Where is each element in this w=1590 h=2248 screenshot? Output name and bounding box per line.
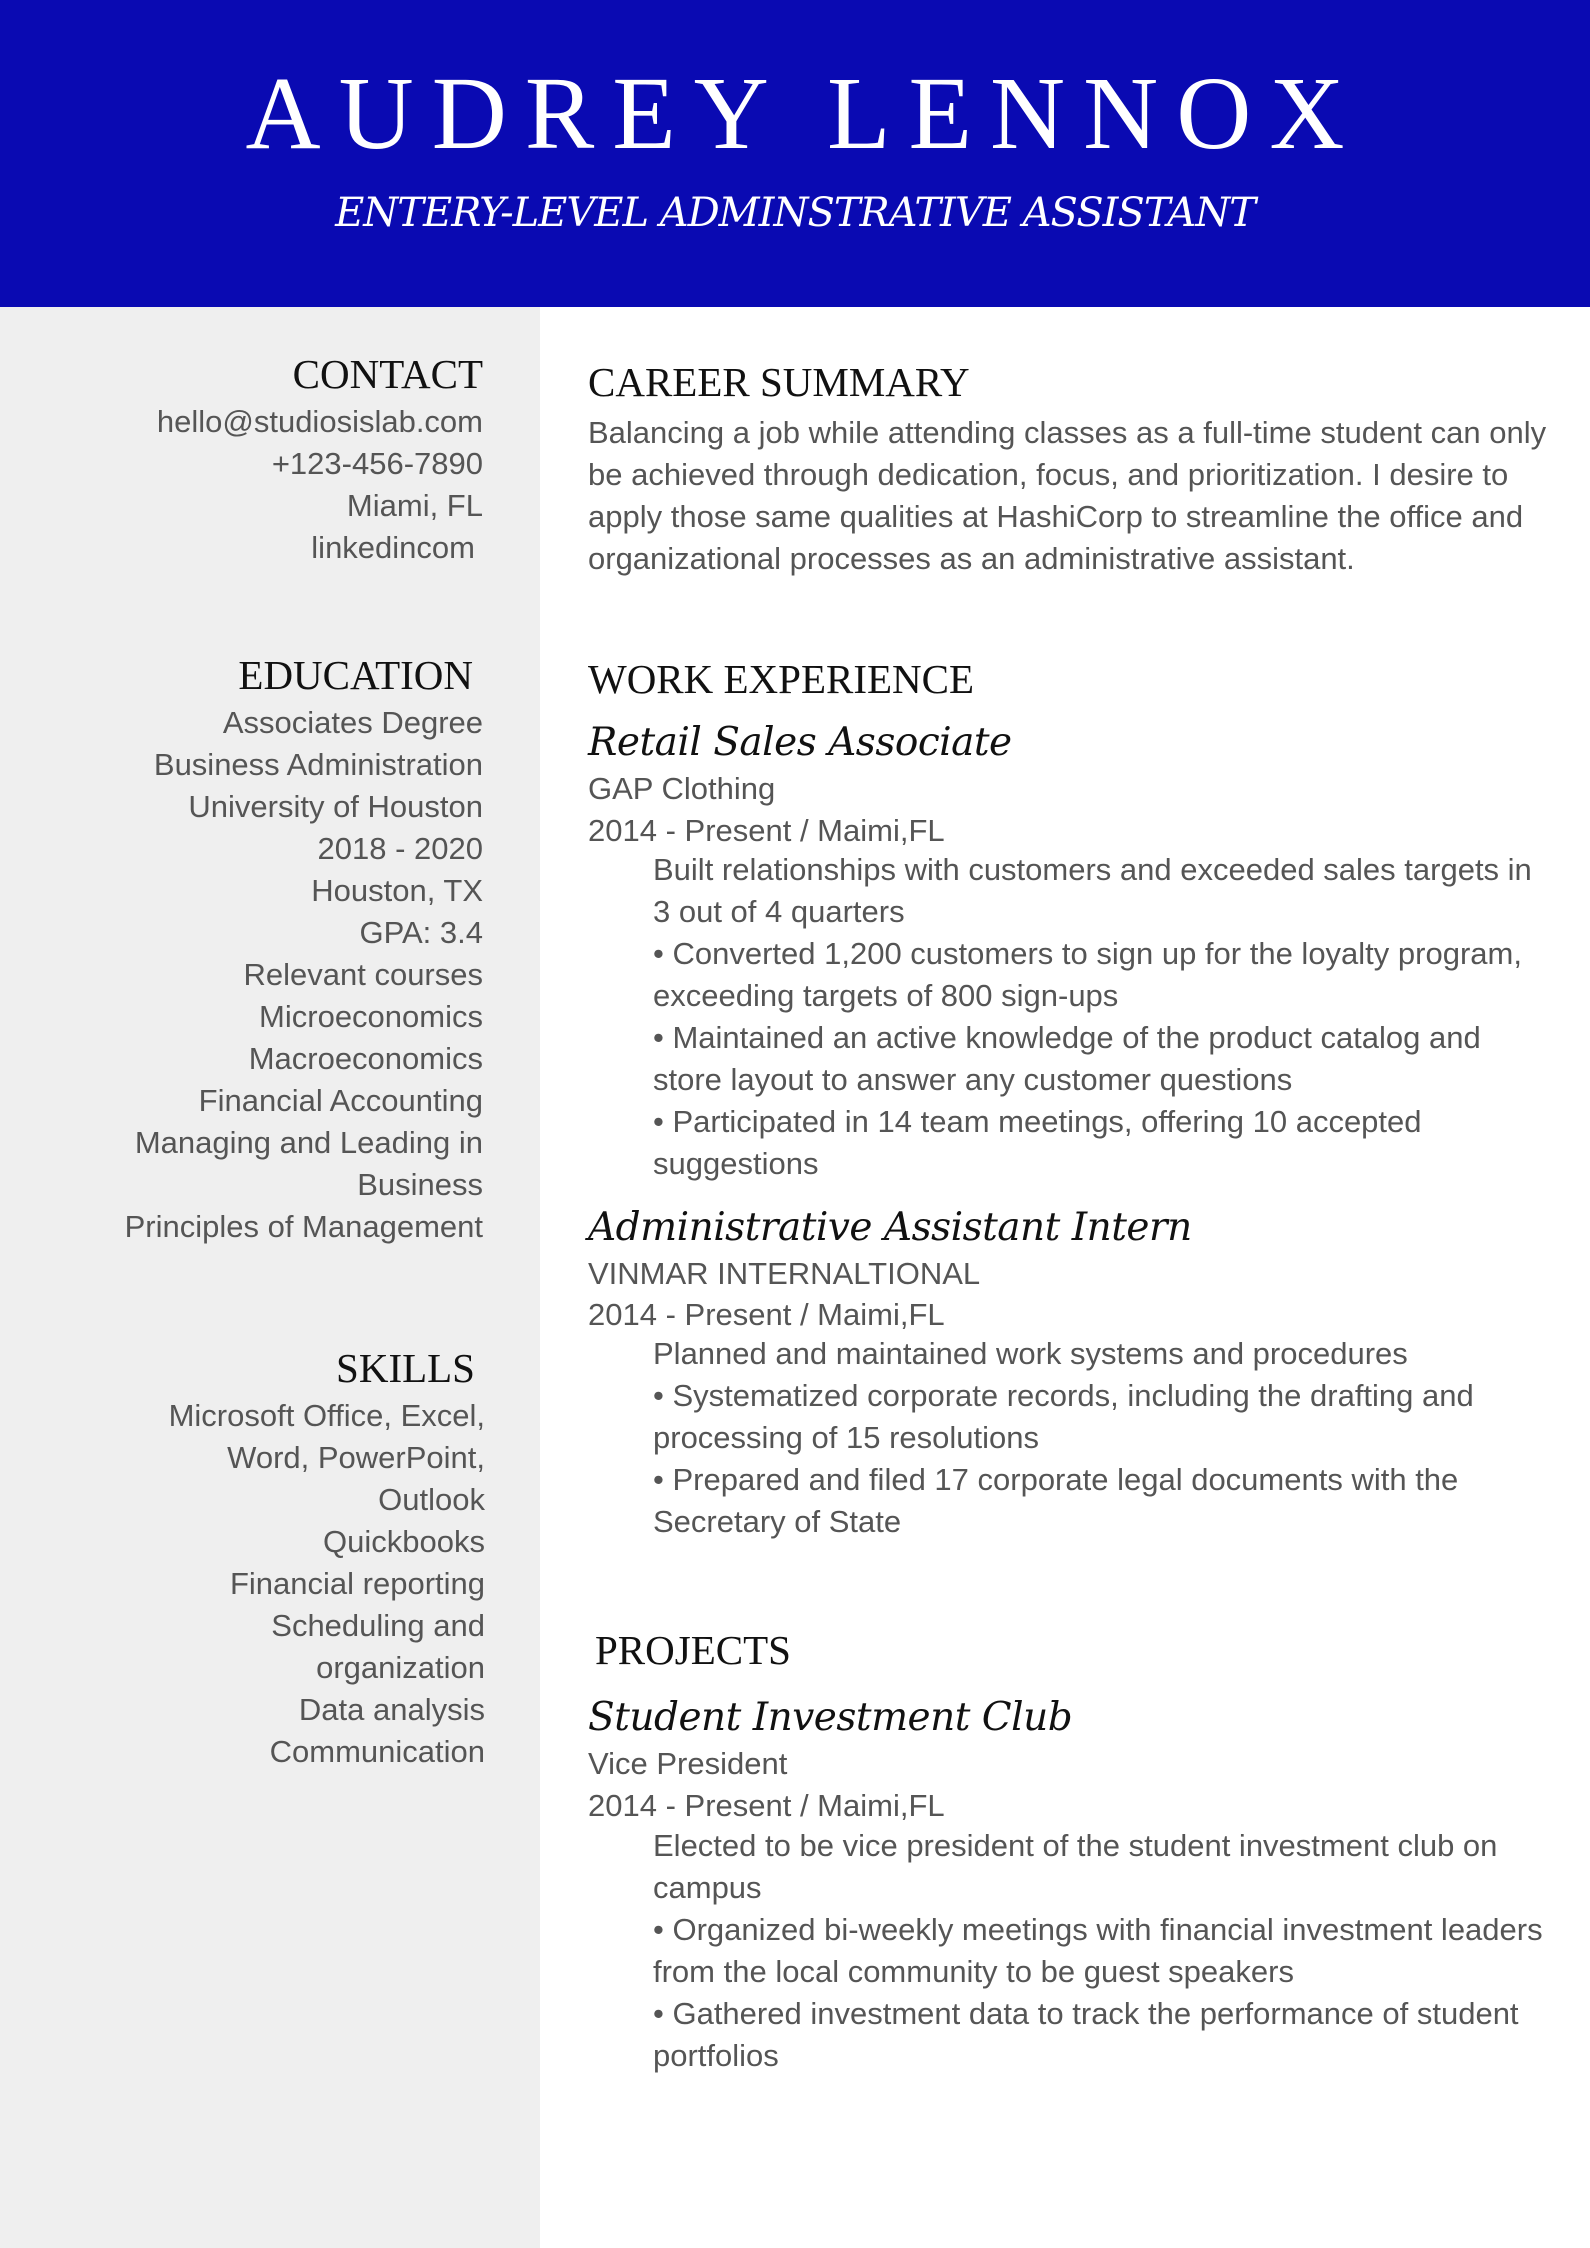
contact-phone: +123-456-7890 (271, 446, 483, 481)
skills-heading: SKILLS (336, 1345, 475, 1391)
education-line: Associates Degree (222, 705, 483, 740)
skill-item: Microsoft Office, Excel, (168, 1398, 485, 1433)
skill-item: Data analysis (298, 1692, 485, 1727)
skills-section (0, 1343, 540, 1773)
education-line: Relevant courses (243, 957, 483, 992)
education-line: Business Administration (153, 747, 483, 782)
education-line: Macroeconomics (248, 1041, 483, 1076)
job-bullet: • Maintained an active knowledge of the product catalog and store layout to answer any customer questions (653, 1020, 1481, 1097)
job-title: Administrative Assistant Intern (588, 1205, 1192, 1250)
skill-item: Communication (269, 1734, 485, 1769)
project-bullet: Elected to be vice president of the student investment club on campus (653, 1828, 1498, 1905)
job-bullets (653, 1333, 1553, 1543)
education-line: Managing and Leading in (134, 1125, 483, 1160)
contact-section (0, 349, 540, 569)
job-bullets (653, 849, 1553, 1185)
project-bullet: • Organized bi-weekly meetings with financial investment leaders from the local community to be guest speakers (653, 1912, 1543, 1989)
work-experience-heading: WORK EXPERIENCE (588, 656, 975, 702)
contact-linkedin: linkedincom (311, 530, 475, 565)
education-line: 2018 - 2020 (317, 831, 483, 866)
job-bullet: Planned and maintained work systems and procedures (653, 1336, 1408, 1371)
education-heading: EDUCATION (238, 652, 473, 698)
education-line: University of Houston (188, 789, 483, 824)
projects-heading: PROJECTS (595, 1627, 791, 1673)
education-line: GPA: 3.4 (359, 915, 483, 950)
project-role: Vice President (588, 1746, 788, 1781)
job-bullet: • Participated in 14 team meetings, offering 10 accepted suggestions (653, 1104, 1422, 1181)
job-bullet: • Systematized corporate records, including the drafting and processing of 15 resolutions (653, 1378, 1474, 1455)
education-line: Microeconomics (259, 999, 483, 1034)
education-line: Houston, TX (311, 873, 483, 908)
job-bullet: • Prepared and filed 17 corporate legal documents with the Secretary of State (653, 1462, 1459, 1539)
skill-item: Scheduling and (271, 1608, 485, 1643)
education-line: Financial Accounting (198, 1083, 483, 1118)
education-section (0, 650, 540, 1248)
skill-item: Financial reporting (229, 1566, 485, 1601)
job-company: VINMAR INTERNALTIONAL (588, 1256, 981, 1291)
skill-item: Outlook (378, 1482, 485, 1517)
skill-item: Quickbooks (323, 1524, 485, 1559)
sidebar (0, 307, 540, 2248)
contact-location: Miami, FL (346, 488, 483, 523)
job-bullet: • Converted 1,200 customers to sign up for the loyalty program, exceeding targets of 800 sign-ups (653, 936, 1522, 1013)
skill-item: organization (316, 1650, 485, 1685)
project-dates: 2014 - Present / Maimi,FL (588, 1788, 945, 1823)
job-bullet: Built relationships with customers and exceeded sales targets in 3 out of 4 quarters (653, 852, 1532, 929)
contact-heading: CONTACT (292, 351, 483, 397)
job-target-title: ENTERY-LEVEL ADMINSTRATIVE ASSISTANT (335, 190, 1255, 236)
education-line: Business (357, 1167, 483, 1202)
job-title: Retail Sales Associate (588, 720, 1012, 765)
contact-email: hello@studiosislab.com (156, 404, 483, 439)
resume-header (0, 0, 1590, 307)
career-summary-heading: CAREER SUMMARY (588, 359, 970, 405)
project-title: Student Investment Club (588, 1695, 1073, 1740)
project-bullets (653, 1825, 1553, 2077)
education-line: Principles of Management (124, 1209, 483, 1244)
candidate-name: AUDREY LENNOX (245, 56, 1363, 171)
job-dates: 2014 - Present / Maimi,FL (588, 1297, 945, 1332)
project-bullet: • Gathered investment data to track the performance of student portfolios (653, 1996, 1519, 2073)
job-dates: 2014 - Present / Maimi,FL (588, 813, 945, 848)
skill-item: Word, PowerPoint, (227, 1440, 485, 1475)
job-company: GAP Clothing (588, 771, 776, 806)
career-summary-text: Balancing a job while attending classes as a full-time student can only be achieved through dedication, focus, and prioritization. I desire to apply those same qualities at HashiCorp to streamline the office and organizational processes as an administrative assistant. (588, 415, 1547, 576)
